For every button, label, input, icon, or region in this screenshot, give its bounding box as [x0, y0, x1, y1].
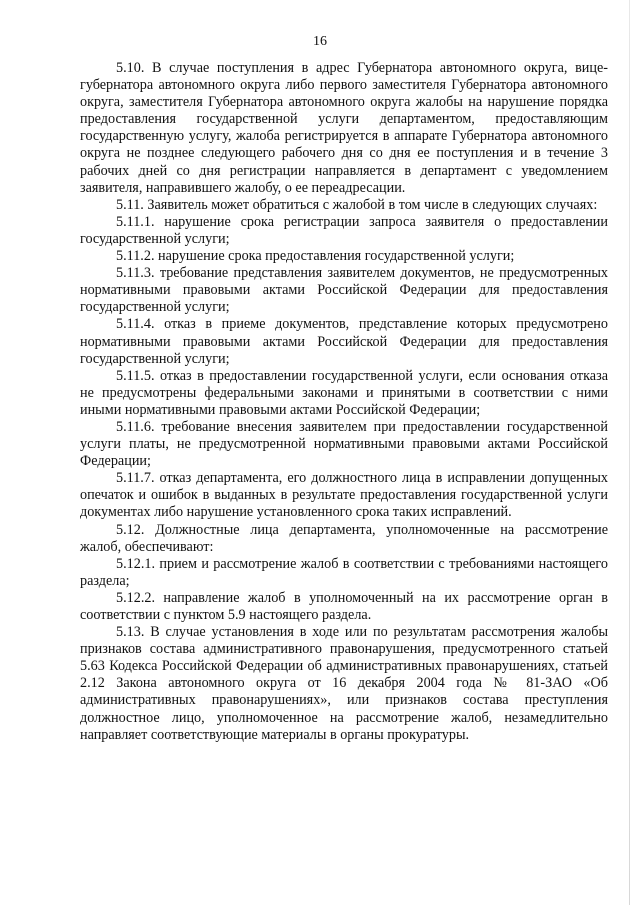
paragraph-5-11-4: 5.11.4. отказ в приеме документов, представление которых предусмотрено нормативными правовыми актами Российской Федерации для предоставления государственной услуги; — [80, 316, 608, 367]
paragraph-5-11-3: 5.11.3. требование представления заявителем документов, не предусмотренных нормативными правовыми актами Российской Федерации для предоставления государственной услуги; — [80, 265, 608, 316]
paragraph-5-11-6: 5.11.6. требование внесения заявителем при предоставлении государственной услуги платы, не предусмотренной нормативными правовыми актами Российской Федерации; — [80, 418, 608, 470]
paragraph-5-12-2: 5.12.2. направление жалоб в уполномоченный на их рассмотрение орган в соответствии с пунктом 5.9 настоящего раздела. — [80, 589, 608, 623]
page-number: 16 — [313, 34, 327, 49]
document-body — [80, 60, 608, 744]
paragraph-5-11: 5.11. Заявитель может обратиться с жалобой в том числе в следующих случаях: — [116, 196, 598, 213]
paragraph-5-10: 5.10. В случае поступления в адрес Губернатора автономного округа, вице-губернатора автономного округа либо первого заместителя Губернатора автономного округа, заместителя Губернатора автономного округа жалобы на нарушение порядка предоставления государственной услуги департаментом, предоставляющим государственную услугу, жалоба регистрируется в аппарате Губернатора автономного округа не позднее следующего рабочего дня со дня ее поступления и в течение 3 рабочих дней со дня регистрации направляется в департамент с уведомлением заявителя, направившего жалобу, о ее переадресации. — [80, 60, 608, 196]
paragraph-5-11-5: 5.11.5. отказ в предоставлении государственной услуги, если основания отказа не предусмотрены федеральными законами и принятыми в соответствии с ними иными нормативными правовыми актами Российской Федерации; — [80, 367, 608, 418]
paragraph-5-12-1: 5.12.1. прием и рассмотрение жалоб в соответствии с требованиями настоящего раздела; — [80, 555, 608, 589]
paragraph-5-13: 5.13. В случае установления в ходе или по результатам рассмотрения жалобы признаков состава административного правонарушения, предусмотренного статьей 5.63 Кодекса Российской Федерации об административных правонарушениях, статьей 2.12 Закона автономного округа от 16 декабря 2004 года № 81-ЗАО «Об административных правонарушениях», или признаков состава преступления должностное лицо, уполномоченное на рассмотрение жалоб, незамедлительно направляет соответствующие материалы в органы прокуратуры. — [80, 624, 608, 743]
paragraph-5-12: 5.12. Должностные лица департамента, уполномоченные на рассмотрение жалоб, обеспечивают: — [80, 521, 608, 555]
paragraph-5-11-7: 5.11.7. отказ департамента, его должностного лица в исправлении допущенных опечаток и ошибок в выданных в результате предоставления государственной услуги документах либо нарушение установленного срока таких исправлений. — [80, 470, 608, 521]
scan-edge-line — [629, 0, 630, 905]
paragraph-5-11-1: 5.11.1. нарушение срока регистрации запроса заявителя о предоставлении государственной услуги; — [80, 213, 608, 247]
paragraph-5-11-2: 5.11.2. нарушение срока предоставления государственной услуги; — [116, 248, 515, 265]
